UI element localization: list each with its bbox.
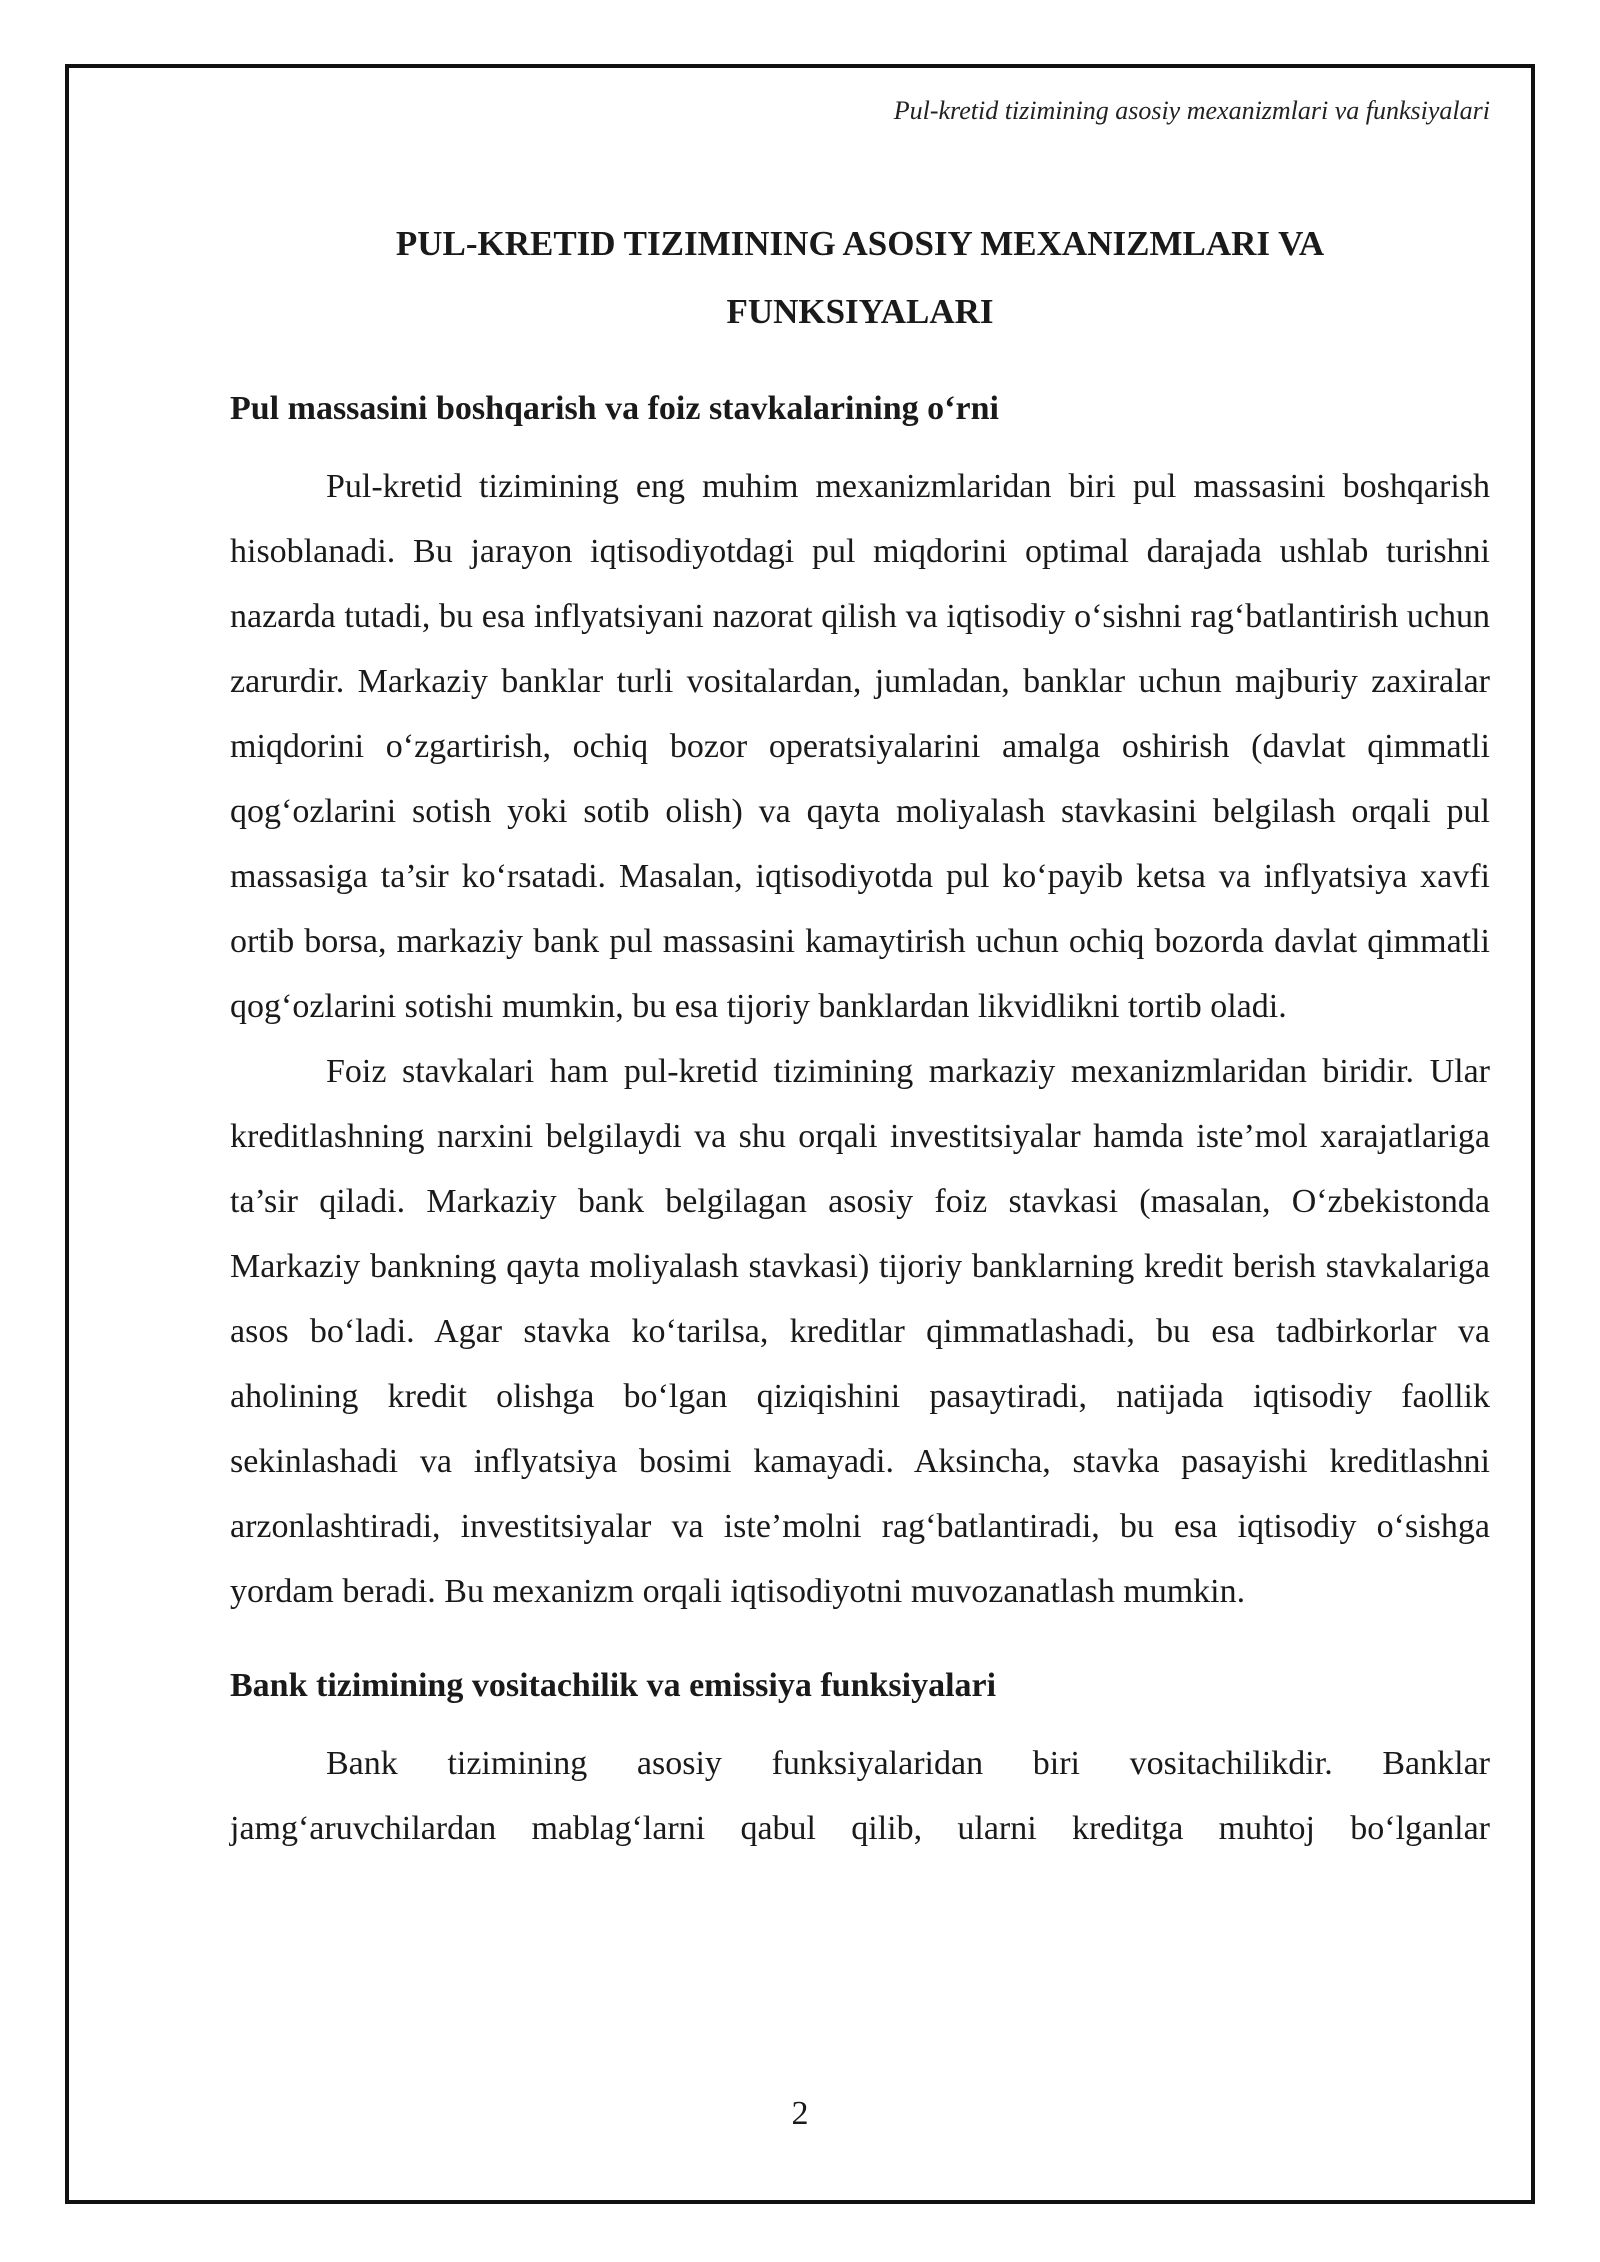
section-heading-money-supply: Pul massasini boshqarish va foiz stavkalarining o‘rni <box>230 390 999 427</box>
section-heading-bank-functions: Bank tizimining vositachilik va emissiya funksiyalari <box>230 1667 997 1704</box>
paragraph: Bank tizimining asosiy funksiyalaridan biri vositachilikdir. Banklar jamg‘aruvchilardan mablag‘larni qabul qilib, ularni kreditga muhtoj bo‘lganlar <box>230 1745 1490 1847</box>
document-title-line-2: FUNKSIYALARI <box>726 292 994 331</box>
page-number: 2 <box>791 2095 809 2132</box>
running-header: Pul-kretid tizimining asosiy mexanizmlari va funksiyalari <box>893 96 1490 125</box>
document-body <box>230 210 1490 1861</box>
document-title-line-1: PUL-KRETID TIZIMINING ASOSIY MEXANIZMLARI VA <box>395 224 1325 263</box>
document-title <box>230 210 1490 346</box>
paragraph: Pul-kretid tizimining eng muhim mexanizmlaridan biri pul massasini boshqarish hisoblanadi. Bu jarayon iqtisodiyotdagi pul miqdorini optimal darajada ushlab turishni nazarda tutadi, bu esa inflyatsiyani nazorat qilish va iqtisodiy o‘sishni rag‘batlantirish uchun zarurdir. Markaziy banklar turli vositalardan, jumladan, banklar uchun majburiy zaxiralar miqdorini o‘zgartirish, ochiq bozor operatsiyalarini amalga oshirish (davlat qimmatli qog‘ozlarini sotish yoki sotib olish) va qayta moliyalash stavkasini belgilash orqali pul massasiga ta’sir ko‘rsatadi. Masalan, iqtisodiyotda pul ko‘payib ketsa va inflyatsiya xavfi ortib borsa, markaziy bank pul massasini kamaytirish uchun ochiq bozorda davlat qimmatli qog‘ozlarini sotishi mumkin, bu esa tijoriy banklardan likvidlikni tortib oladi. <box>230 468 1490 1025</box>
paragraph: Foiz stavkalari ham pul-kretid tizimining markaziy mexanizmlaridan biridir. Ular kreditlashning narxini belgilaydi va shu orqali investitsiyalar hamda iste’mol xarajatlariga ta’sir qiladi. Markaziy bank belgilagan asosiy foiz stavkasi (masalan, O‘zbekistonda Markaziy bankning qayta moliyalash stavkasi) tijoriy banklarning kredit berish stavkalariga asos bo‘ladi. Agar stavka ko‘tarilsa, kreditlar qimmatlashadi, bu esa tadbirkorlar va aholining kredit olishga bo‘lgan qiziqishini pasaytiradi, natijada iqtisodiy faollik sekinlashadi va inflyatsiya bosimi kamayadi. Aksincha, stavka pasayishi kreditlashni arzonlashtiradi, investitsiyalar va iste’molni rag‘batlantiradi, bu esa iqtisodiy o‘sishga yordam beradi. Bu mexanizm orqali iqtisodiyotni muvozanatlash mumkin. <box>230 1053 1490 1610</box>
